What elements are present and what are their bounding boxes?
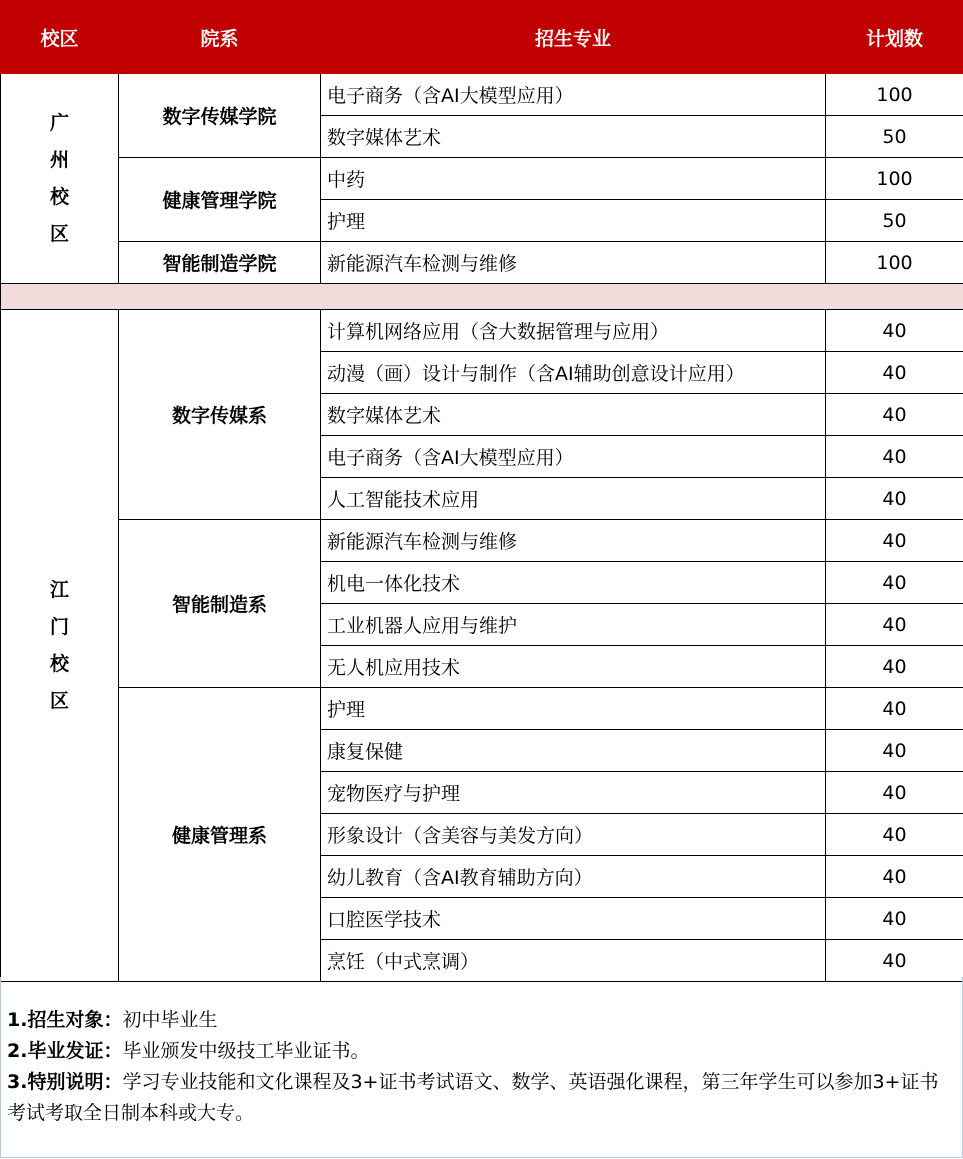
header-plan: 计划数 bbox=[826, 1, 963, 74]
campus-char: 州 bbox=[49, 148, 69, 171]
table-row bbox=[1, 520, 963, 562]
note-2 bbox=[7, 1036, 957, 1067]
plan-count-cell: 40 bbox=[826, 562, 963, 604]
table-row bbox=[1, 688, 963, 730]
header-campus: 校区 bbox=[1, 1, 119, 74]
campus-char: 校 bbox=[49, 185, 69, 208]
plan-count-cell: 40 bbox=[826, 898, 963, 940]
campus-char: 江 bbox=[49, 578, 69, 601]
major-cell: 口腔医学技术 bbox=[321, 898, 826, 940]
major-cell: 工业机器人应用与维护 bbox=[321, 604, 826, 646]
plan-count-cell: 100 bbox=[826, 158, 963, 200]
major-cell: 机电一体化技术 bbox=[321, 562, 826, 604]
plan-count-cell: 40 bbox=[826, 520, 963, 562]
major-cell: 幼儿教育（含AI教育辅助方向） bbox=[321, 856, 826, 898]
major-cell: 电子商务（含AI大模型应用） bbox=[321, 436, 826, 478]
major-cell: 康复保健 bbox=[321, 730, 826, 772]
note-3 bbox=[7, 1067, 957, 1129]
major-cell: 新能源汽车检测与维修 bbox=[321, 242, 826, 284]
note-1-label: 1.招生对象： bbox=[7, 1009, 123, 1031]
header-major: 招生专业 bbox=[321, 1, 826, 74]
note-2-text: 毕业颁发中级技工毕业证书。 bbox=[122, 1040, 370, 1062]
table-row bbox=[1, 310, 963, 352]
plan-count-cell: 40 bbox=[826, 856, 963, 898]
plan-count-cell: 40 bbox=[826, 646, 963, 688]
major-cell: 宠物医疗与护理 bbox=[321, 772, 826, 814]
major-cell: 数字媒体艺术 bbox=[321, 394, 826, 436]
note-1-text: 初中毕业生 bbox=[122, 1009, 218, 1031]
major-cell: 新能源汽车检测与维修 bbox=[321, 520, 826, 562]
plan-count-cell: 40 bbox=[826, 940, 963, 982]
major-cell: 烹饪（中式烹调） bbox=[321, 940, 826, 982]
plan-count-cell: 50 bbox=[826, 200, 963, 242]
plan-count-cell: 40 bbox=[826, 604, 963, 646]
major-cell: 计算机网络应用（含大数据管理与应用） bbox=[321, 310, 826, 352]
department-cell: 数字传媒学院 bbox=[119, 74, 321, 158]
major-cell: 形象设计（含美容与美发方向） bbox=[321, 814, 826, 856]
note-3-label: 3.特别说明： bbox=[7, 1071, 123, 1093]
campus-cell-jiangmen bbox=[1, 310, 119, 982]
note-1 bbox=[7, 1005, 957, 1036]
plan-count-cell: 50 bbox=[826, 116, 963, 158]
major-cell: 无人机应用技术 bbox=[321, 646, 826, 688]
plan-count-cell: 40 bbox=[826, 352, 963, 394]
plan-count-cell: 40 bbox=[826, 310, 963, 352]
major-cell: 中药 bbox=[321, 158, 826, 200]
campus-char: 区 bbox=[49, 689, 69, 712]
major-cell: 数字媒体艺术 bbox=[321, 116, 826, 158]
major-cell: 护理 bbox=[321, 688, 826, 730]
note-2-label: 2.毕业发证： bbox=[7, 1040, 123, 1062]
note-3-text: 学习专业技能和文化课程及3+证书考试语文、数学、英语强化课程，第三年学生可以参加3+证书考试考取全日制本科或大专。 bbox=[7, 1071, 939, 1124]
plan-count-cell: 100 bbox=[826, 74, 963, 116]
table-row bbox=[1, 158, 963, 200]
plan-count-cell: 40 bbox=[826, 436, 963, 478]
plan-count-cell: 40 bbox=[826, 814, 963, 856]
major-cell: 动漫（画）设计与制作（含AI辅助创意设计应用） bbox=[321, 352, 826, 394]
table-header-row bbox=[1, 1, 963, 74]
campus-separator-row bbox=[1, 284, 963, 310]
table-row bbox=[1, 242, 963, 284]
plan-count-cell: 40 bbox=[826, 478, 963, 520]
plan-count-cell: 40 bbox=[826, 394, 963, 436]
table-body bbox=[1, 74, 963, 982]
separator-cell bbox=[1, 284, 963, 310]
header-department: 院系 bbox=[119, 1, 321, 74]
plan-count-cell: 40 bbox=[826, 730, 963, 772]
department-cell: 数字传媒系 bbox=[119, 310, 321, 520]
department-cell: 智能制造系 bbox=[119, 520, 321, 688]
campus-char: 区 bbox=[49, 222, 69, 245]
department-cell: 智能制造学院 bbox=[119, 242, 321, 284]
table-row bbox=[1, 74, 963, 116]
campus-char: 门 bbox=[49, 615, 69, 638]
campus-char: 广 bbox=[49, 111, 69, 134]
department-cell: 健康管理学院 bbox=[119, 158, 321, 242]
campus-cell-guangzhou bbox=[1, 74, 119, 284]
plan-count-cell: 40 bbox=[826, 688, 963, 730]
major-cell: 人工智能技术应用 bbox=[321, 478, 826, 520]
major-cell: 护理 bbox=[321, 200, 826, 242]
campus-char: 校 bbox=[49, 652, 69, 675]
plan-count-cell: 100 bbox=[826, 242, 963, 284]
plan-count-cell: 40 bbox=[826, 772, 963, 814]
major-cell: 电子商务（含AI大模型应用） bbox=[321, 74, 826, 116]
notes-section bbox=[0, 977, 963, 1158]
department-cell: 健康管理系 bbox=[119, 688, 321, 982]
